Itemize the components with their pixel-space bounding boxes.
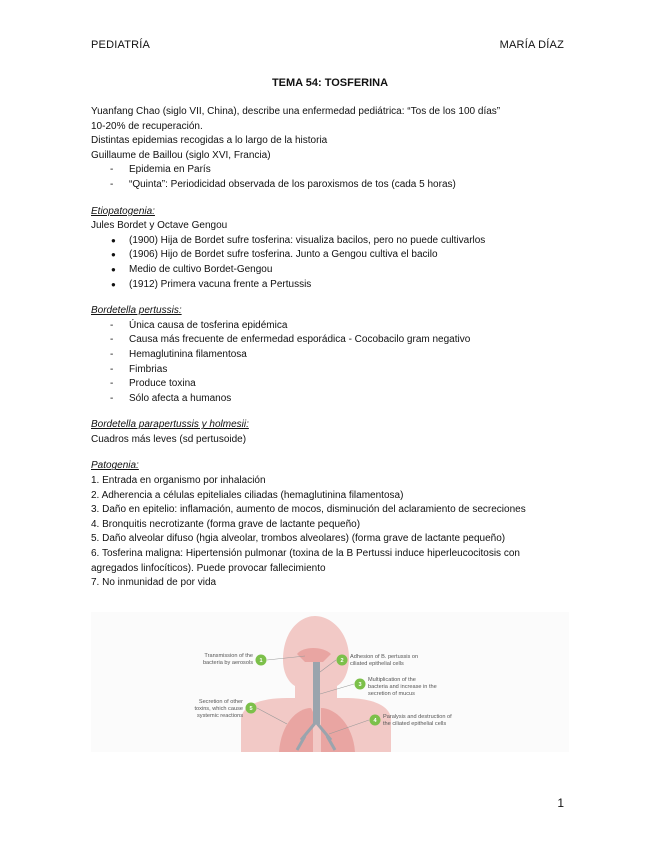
page-number: 1 xyxy=(557,796,564,810)
badge-number: 3 xyxy=(358,682,362,688)
figure-label-4-line: the ciliated epithelial cells xyxy=(383,721,447,727)
dash-item: - Única causa de tosferina epidémica xyxy=(91,319,569,334)
document-title: TEMA 54: TOSFERINA xyxy=(271,77,389,89)
header-left: PEDIATRÍA xyxy=(91,39,151,51)
section-heading-etiopatogenia: Etiopatogenia: xyxy=(91,205,155,217)
bullet-item: ● (1906) Hijo de Bordet sufre tosferina. Junto a Gengou cultiva el bacilo xyxy=(91,248,569,263)
badge-4 xyxy=(370,715,381,726)
figure-label-3-line: bacteria and increase in the xyxy=(368,684,437,690)
document-body xyxy=(91,77,569,591)
intro-dash-item: - “Quinta”: Periodicidad observada de los paroxismos de tos (cada 5 horas) xyxy=(91,178,569,193)
intro-line: Yuanfang Chao (siglo VII, China), describe una enfermedad pediátrica: “Tos de los 100 días” xyxy=(91,106,501,117)
section-heading-patogenia: Patogenia: xyxy=(91,460,139,472)
figure-label-2-line: ciliated epithelial cells xyxy=(350,661,404,667)
figure-label-2-line: Adhesion of B. pertussis on xyxy=(350,654,419,660)
figure-label-5-line: systemic reactions xyxy=(196,713,243,719)
figure-label-3-line: secretion of mucus xyxy=(368,691,415,697)
trachea xyxy=(313,662,320,724)
intro-dash-item: - Epidemia en París xyxy=(91,163,569,178)
parapertussis-line: Cuadros más leves (sd pertusoide) xyxy=(91,433,247,445)
pathogenesis-figure xyxy=(91,612,569,752)
dash-item: - Sólo afecta a humanos xyxy=(91,392,569,407)
badge-number: 4 xyxy=(373,718,377,724)
patogenia-item: 3. Daño en epitelio: inflamación, aumento de mocos, disminución del aclaramiento de secreciones xyxy=(91,504,526,516)
patogenia-item: 2. Adherencia a células epiteliales ciliadas (hemaglutinina filamentosa) xyxy=(91,489,404,501)
intro-line: 10-20% de recuperación. xyxy=(91,120,203,132)
bullet-item: ● (1900) Hija de Bordet sufre tosferina: visualiza bacilos, pero no puede cultivarlos xyxy=(91,234,569,249)
figure-label-5-line: Secretion of other xyxy=(198,699,243,705)
intro-line: Distintas epidemias recogidas a lo largo de la historia xyxy=(91,135,328,147)
badge-5 xyxy=(246,703,257,714)
badge-3 xyxy=(355,679,366,690)
pathogenesis-diagram xyxy=(91,612,569,752)
badge-number: 1 xyxy=(259,658,263,664)
patogenia-item: 6. Tosferina maligna: Hipertensión pulmonar (toxina de la B Pertussi induce hiperleucocitosis con agregados linfocíticos). Puede provocar fallecimiento xyxy=(91,548,520,574)
dash-item: - Produce toxina xyxy=(91,377,569,392)
etiopatogenia-line: Jules Bordet y Octave Gengou xyxy=(91,220,228,232)
patogenia-item: 1. Entrada en organismo por inhalación xyxy=(91,475,266,487)
bullet-item: ● Medio de cultivo Bordet-Gengou xyxy=(91,263,569,278)
intro-line: Guillaume de Baillou (siglo XVI, Francia) xyxy=(91,149,271,161)
badge-2 xyxy=(337,655,348,666)
figure-label-1-line: bacteria by aerosols xyxy=(202,660,253,666)
bullet-item: ● (1912) Primera vacuna frente a Pertussis xyxy=(91,278,569,293)
dash-item: - Hemaglutinina filamentosa xyxy=(91,348,569,363)
header-right: MARÍA DÍAZ xyxy=(499,39,564,51)
patogenia-item: 7. No inmunidad de por vida xyxy=(91,577,217,589)
badge-number: 5 xyxy=(249,706,253,712)
patogenia-item: 5. Daño alveolar difuso (hgia alveolar, trombos alveolares) (forma grave de lactante pequeño) xyxy=(91,533,506,545)
badge-1 xyxy=(256,655,267,666)
dash-item: - Causa más frecuente de enfermedad esporádica - Cocobacilo gram negativo xyxy=(91,333,569,348)
figure-label-3-line: Multiplication of the xyxy=(368,677,416,683)
dash-item: - Fimbrias xyxy=(91,363,569,378)
figure-label-4-line: Paralysis and destruction of xyxy=(383,714,452,720)
figure-label-5-line: toxins, which cause xyxy=(194,706,243,712)
section-heading-parapertussis: Bordetella parapertussis y holmesii: xyxy=(91,419,249,431)
badge-number: 2 xyxy=(340,658,344,664)
patogenia-item: 4. Bronquitis necrotizante (forma grave de lactante pequeño) xyxy=(91,518,361,530)
figure-label-1-line: Transmission of the xyxy=(204,653,253,659)
section-heading-pertussis: Bordetella pertussis: xyxy=(91,305,182,317)
